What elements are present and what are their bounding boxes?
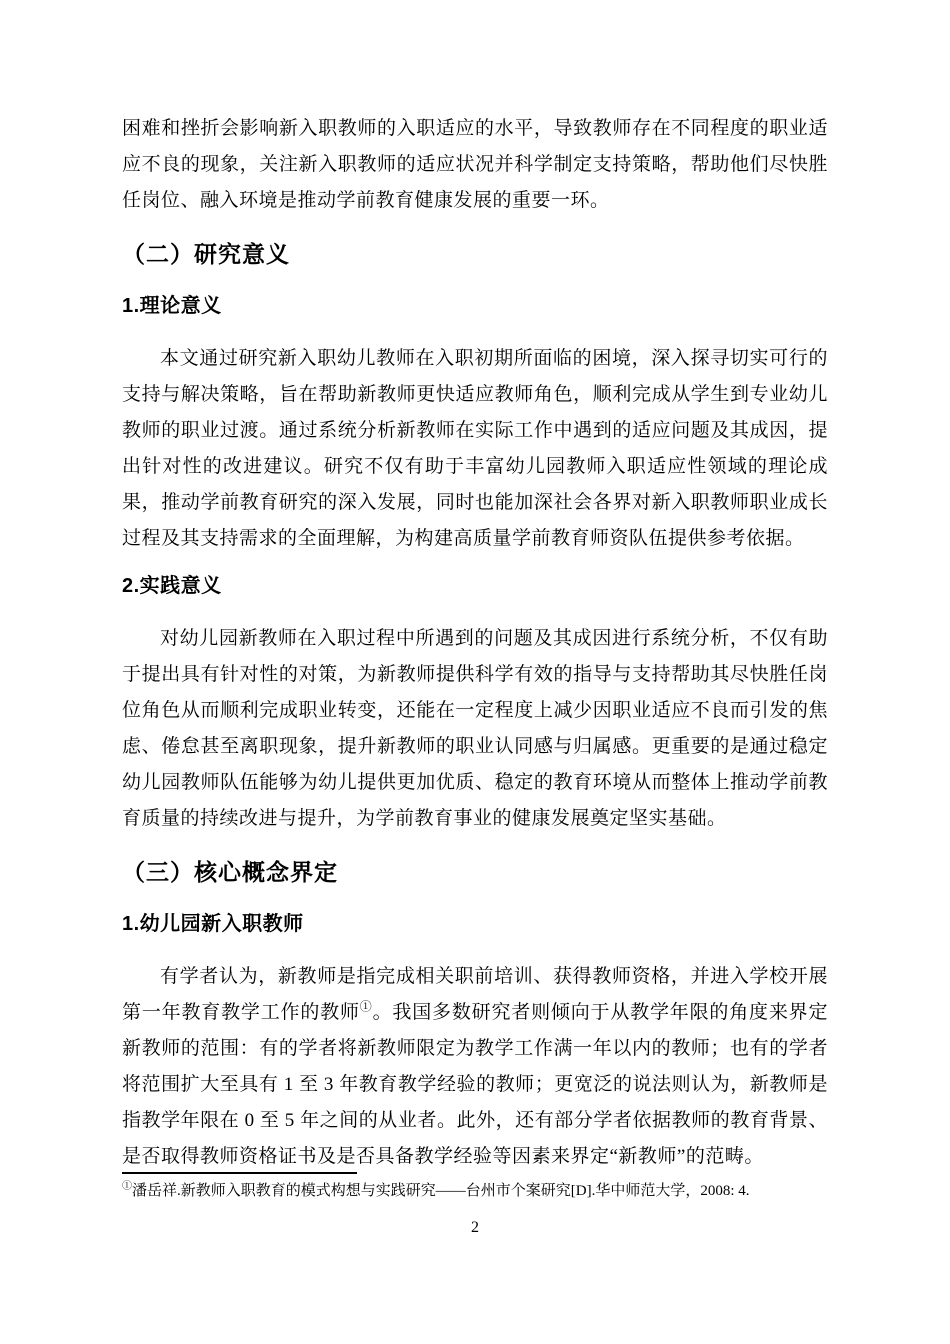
page-number: 2: [471, 1219, 479, 1236]
paragraph-text-before-note: 有学者认为，新教师是指完成相关职前培训、获得教师资格，并进入学校开展第一年教育教学工作的教师: [122, 966, 828, 1023]
paragraph-intro-continuation: 困难和挫折会影响新入职教师的入职适应的水平，导致教师存在不同程度的职业适应不良的现象，关注新入职教师的适应状况并科学制定支持策略，帮助他们尽快胜任岗位、融入环境是推动学前教育健康发展的重要一环。: [122, 118, 828, 211]
heading-section-research-significance: （二）研究意义: [122, 241, 290, 267]
paragraph-new-teacher-definition: [122, 959, 828, 1175]
heading-practical-significance: 2.实践意义: [122, 575, 222, 597]
heading-section-core-concepts: （三）核心概念界定: [122, 859, 338, 885]
footnote: [122, 1181, 828, 1202]
footnote-divider: [122, 1172, 357, 1174]
paragraph-practical-significance: 对幼儿园新教师在入职过程中所遇到的问题及其成因进行系统分析，不仅有助于提出具有针对性的对策，为新教师提供科学有效的指导与支持帮助其尽快胜任岗位角色从而顺利完成职业转变，还能在一定程度上减少因职业适应不良而引发的焦虑、倦怠甚至离职现象，提升新教师的职业认同感与归属感。更重要的是通过稳定幼儿园教师队伍能够为幼儿提供更加优质、稳定的教育环境从而整体上推动学前教育质量的持续改进与提升，为学前教育事业的健康发展奠定坚实基础。: [122, 628, 828, 829]
footnote-marker: ①: [122, 1181, 132, 1192]
footnote-area: [122, 1172, 828, 1202]
heading-theoretical-significance: 1.理论意义: [122, 295, 222, 317]
footnote-reference-marker: ①: [359, 999, 373, 1014]
heading-new-kindergarten-teacher: 1.幼儿园新入职教师: [122, 913, 304, 935]
paragraph-text-after-note: 。我国多数研究者则倾向于从教学年限的角度来界定新教师的范围：有的学者将新教师限定为教学工作满一年以内的教师；也有的学者将范围扩大至具有 1 至 3 年教育教学经验的教师；更宽泛的说法则认为，新教师是指教学年限在 0 至 5 年之间的从业者。此外，还有部分学者依据教师的教育背景、是否取得教师资格证书及是否具备教学经验等因素来界定“新教师”的范畴。: [122, 1002, 828, 1167]
footnote-text: 潘岳祥.新教师入职教育的模式构想与实践研究——台州市个案研究[D].华中师范大学，2008: 4.: [132, 1183, 750, 1199]
paragraph-theoretical-significance: 本文通过研究新入职幼儿教师在入职初期所面临的困境，深入探寻切实可行的支持与解决策略，旨在帮助新教师更快适应教师角色，顺利完成从学生到专业幼儿教师的职业过渡。通过系统分析新教师在实际工作中遇到的适应问题及其成因，提出针对性的改进建议。研究不仅有助于丰富幼儿园教师入职适应性领域的理论成果，推动学前教育研究的深入发展，同时也能加深社会各界对新入职教师职业成长过程及其支持需求的全面理解，为构建高质量学前教育师资队伍提供参考依据。: [122, 348, 828, 549]
